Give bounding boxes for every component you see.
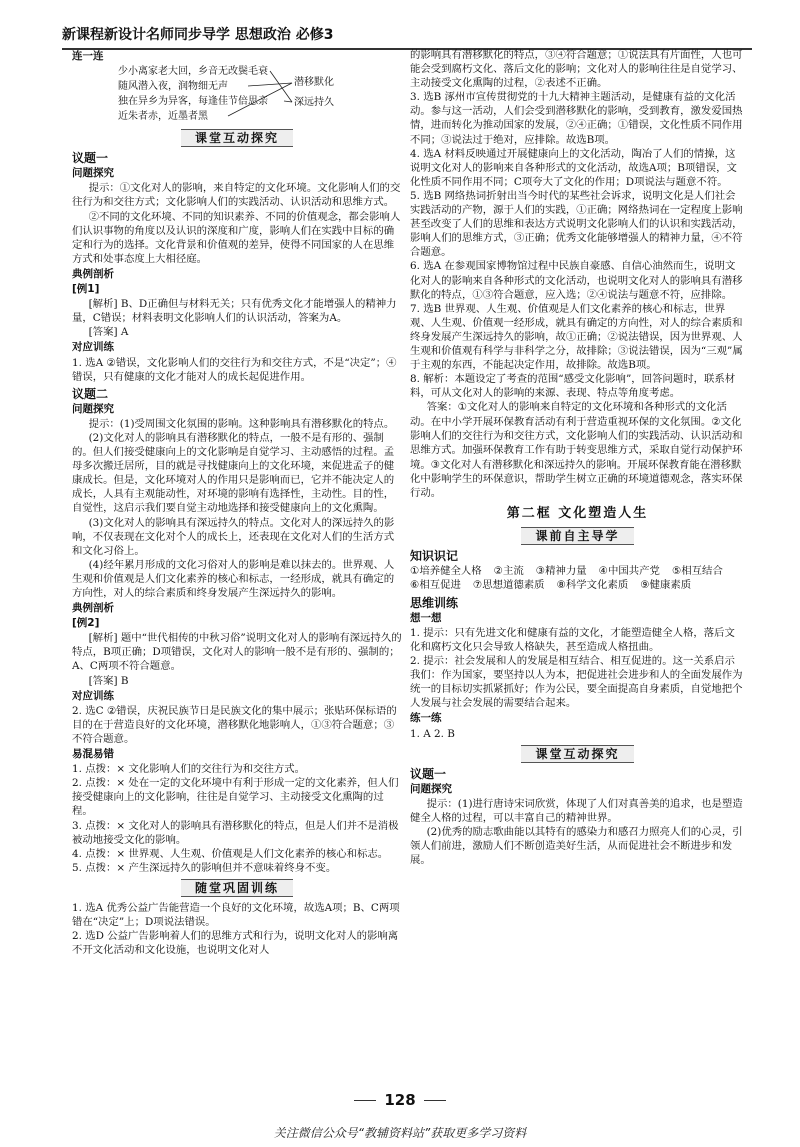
list-item: 2. 选D 公益广告影响着人们的思维方式和行为，说明文化对人的影响离不开文化活动和文化设施，也说明文化对人 <box>72 930 399 957</box>
keyword: ⑨健康素质 <box>640 579 692 592</box>
list-item: 1. 选A 优秀公益广告能营造一个良好的文化环境，故选A项；B、C两项错在“决定”上；D项说法错误。 <box>72 901 400 929</box>
keyword: ⑤相互结合 <box>671 564 723 577</box>
subheading: 问题探究 <box>72 167 114 180</box>
subheading: 对应训练 <box>72 689 114 702</box>
left-column <box>72 48 402 957</box>
subheading: 练一练 <box>410 712 442 725</box>
list-item: 4. 选A 材料反映通过开展健康向上的文化活动，陶冶了人们的情操，这说明文化对人的影响来自各种形式的文化活动，故选A项；B项错误，文化性质不同作用不同；C项夸大了文化的作用；D项说法与题意不符。 <box>410 147 737 188</box>
example-label: [例1] <box>72 283 100 296</box>
answer-block: 答案：①文化对人的影响来自特定的文化环境和各种形式的文化活动。在中小学开展环保教育活动有利于营造重视环保的文化氛围。②文化影响人们的交往行为和交往方式，文化影响人们的实践活动、认识活动和思维方式。加强环保教育工作有助于转变思维方式，采取自觉行动保护环境。③文化对人有潜移默化和深远持久的影响。开展环保教育能在潜移默化中影响学生的环保意识，帮助学生树立正确的环境道德观念，落实环保行动。 <box>410 401 743 500</box>
paragraph: (4)经年累月形成的文化习俗对人的影响是难以抹去的。世界观、人生观和价值观是人们文化素养的核心和标志，一经形成，就具有确定的方向性，对人的综合素质和终身发展产生深远持久的影响。 <box>72 558 395 599</box>
list-item: 1. 提示：只有先进文化和健康有益的文化，才能塑造健全人格，落后文化和腐朽文化只会导致人格缺失，甚至造成人格扭曲。 <box>410 626 735 653</box>
topic-heading: 议题一 <box>72 151 109 166</box>
example-label: [例2] <box>72 617 100 630</box>
section-banner: 课堂互动探究 <box>72 129 402 147</box>
paragraph: 2. 选C ②错误，庆祝民族节日是民族文化的集中展示；张贴环保标语的目的在于营造良好的文化环境，潜移默化地影响人，①③符合题意；③不符合题意。 <box>72 704 397 745</box>
subheading: 典例剖析 <box>72 602 114 615</box>
list-item: 4. 点拨：× 世界观、人生观、价值观是人们文化素养的核心和标志。 <box>72 847 389 860</box>
list-item: 8. 解析：本题设定了考查的范围“感受文化影响”，回答问题时，联系材料，可从文化对人的影响的来源、表现、特点等角度考虑。 <box>410 373 736 400</box>
match-left-item: 随风潜入夜，润物细无声 <box>118 81 228 93</box>
section-banner: 随堂巩固训练 <box>72 879 402 897</box>
match-left-item: 少小离家老大回，乡音无改鬓毛衰 <box>118 66 268 78</box>
keyword: ①培养健全人格 <box>410 564 482 577</box>
subheading: 想一想 <box>410 611 442 624</box>
list-item: 1. 点拨：× 文化影响人们的交往行为和交往方式。 <box>72 763 306 776</box>
list-item: 3. 选B 涿州市宣传贯彻党的十九大精神主题活动，是健康有益的文化活动。参与这一活动，人们会受到潜移默化的影响，受到教育，激发爱国热情，进而转化为推动国家的发展，②④正确；①错误，文化性质不同作用不同；③说法过于绝对，应排除。故选B项。 <box>410 91 743 146</box>
answer: [答案] B <box>88 674 129 687</box>
subheading: 问题探究 <box>410 782 452 795</box>
paragraph: ②不同的文化环境、不同的知识素养、不同的价值观念，都会影响人们认识事物的角度以及认识的深度和广度，影响人们在实践中目标的确定和行为的选择。文化背景和价值观的差异，使得不同国家的人在思维方式和处事态度上大相径庭。 <box>72 210 401 265</box>
keyword-list <box>410 564 745 593</box>
match-title: 连一连 <box>72 50 104 62</box>
match-right-item: 深远持久 <box>294 97 334 109</box>
page-number: 128 <box>0 1091 800 1109</box>
subheading: 思维训练 <box>410 595 459 610</box>
paragraph: 1. 选A ②错误，文化影响人们的交往行为和交往方式，不是“决定”；④错误，只有健康的文化才能对人的成长起促进作用。 <box>72 356 397 383</box>
keyword: ②主流 <box>493 564 524 577</box>
list-item: 3. 点拨：× 文化对人的影响具有潜移默化的特点，但是人们并不是消极被动地接受文化的影响。 <box>72 819 399 846</box>
list-item: 1. A 2. B <box>410 727 455 740</box>
paragraph: 的影响具有潜移默化的特点，③④符合题意；①说法具有片面性，人也可能会受到腐朽文化、落后文化的影响；文化对人的影响往往是自觉学习、主动接受文化熏陶的过程，②表述不正确。 <box>410 49 743 90</box>
footer-note: 关注微信公众号“教辅资料站”获取更多学习资料 <box>273 1126 527 1140</box>
subheading: 知识识记 <box>410 548 459 563</box>
paragraph: [解析] B、D正确但与材料无关；只有优秀文化才能增强人的精神力量，C错误；材料表明文化影响人们的认识活动，答案为A。 <box>72 298 397 325</box>
keyword: ④中国共产党 <box>598 564 660 577</box>
matching-exercise <box>72 65 402 125</box>
keyword: ⑦思想道德素质 <box>472 579 545 592</box>
answer: [答案] A <box>88 326 129 339</box>
list-item: 2. 提示：社会发展和人的发展是相互结合、相互促进的。这一关系启示我们：作为国家，要坚持以人为本，把促进社会进步和人的全面发展作为统一的目标切实抓紧抓好；作为公民，要全面提高自身素质，自觉地把个人发展与社会发展的需要结合起来。 <box>410 655 743 710</box>
list-item: 7. 选B 世界观、人生观、价值观是人们文化素养的核心和标志，世界观、人生观、价值观一经形成，就具有确定的方向性，对人的综合素质和终身发展产生深远持久的影响，故①正确；②说法错误，因为世界观、人生观和价值观有科学与非科学之分，故排除；③说法错误，因为“三观”属于主观的东西，不能起决定作用，故排除。故选B项。 <box>410 302 743 372</box>
section-title: 第二框 文化塑造人生 <box>410 506 745 522</box>
keyword: ③精神力量 <box>535 564 587 577</box>
subheading: 问题探究 <box>72 402 114 415</box>
paragraph: 提示：①文化对人的影响，来自特定的文化环境。文化影响人们的交往行为和交往方式；文化影响人们的实践活动、认识活动和思维方式。 <box>72 182 401 209</box>
subheading: 典例剖析 <box>72 267 114 280</box>
section-banner: 课前自主导学 <box>410 527 745 545</box>
paragraph: (2)优秀的励志歌曲能以其特有的感染力和感召力照亮人们的心灵，引领人们前进，激励人们不断创造美好生活，从而促进社会不断进步和发展。 <box>410 826 743 867</box>
section-banner: 课堂互动探究 <box>410 745 745 763</box>
paragraph: [解析] 题中“世代相传的中秋习俗”说明文化对人的影响有深远持久的特点，B项正确；D项错误，文化对人的影响一般不是有形的、强制的；A、C两项不符合题意。 <box>72 632 402 673</box>
keyword: ⑧科学文化素质 <box>556 579 629 592</box>
paragraph: (3)文化对人的影响具有深远持久的特点。文化对人的深远持久的影响，不仅表现在文化对个人的成长上，还表现在文化对人们的生活方式和文化习俗上。 <box>72 516 395 557</box>
paragraph: 提示：(1)进行唐诗宋词欣赏，体现了人们对真善美的追求，也是塑造健全人格的过程，可以丰富自己的精神世界。 <box>410 797 743 825</box>
match-left-item: 独在异乡为异客，每逢佳节倍思亲 <box>118 96 268 108</box>
match-lines <box>72 65 402 125</box>
right-column <box>410 48 745 867</box>
match-left-item: 近朱者赤，近墨者黑 <box>118 111 208 123</box>
paragraph: (2)文化对人的影响具有潜移默化的特点，一般不是有形的、强制的。但人们接受健康向上的文化影响是自觉学习、主动感悟的过程。孟母多次搬迁居所，目的就是寻找健康向上的文化环境，来促进孟子的健康成长。但是，文化环境对人的作用只是影响而已，它并不能决定人的成长，人具有主观能动性，对环境的影响有选择性，主动性。目的性，自觉性，这启示我们要自觉主动地选择和接受健康向上的文化熏陶。 <box>72 431 395 515</box>
list-item: 5. 选B 网络热词折射出当今时代的某些社会诉求，说明文化是人们社会实践活动的产物，源于人们的实践，①正确；网络热词在一定程度上影响甚至改变了人们的思维和表达方式说明文化影响人们的认识和实践活动，影响人们的思维方式，③正确；优秀文化能够增强人的精神力量，④不符合题意。 <box>410 189 743 259</box>
page-header: 新课程新设计名师同步导学 思想政治 必修3 <box>62 24 752 50</box>
list-item: 2. 点拨：× 处在一定的文化环境中有利于形成一定的文化素养，但人们接受健康向上的文化影响，往往是自觉学习、主动接受文化熏陶的过程。 <box>72 777 399 818</box>
topic-heading: 议题二 <box>72 386 109 401</box>
match-right-item: 潜移默化 <box>294 77 334 89</box>
list-item: 5. 点拨：× 产生深远持久的影响但并不意味着终身不变。 <box>72 861 337 874</box>
list-item: 6. 选A 在参观国家博物馆过程中民族自豪感、自信心油然而生，说明文化对人的影响来自各种形式的文化活动，也说明文化对人的影响具有潜移默化的特点，①③符合题意，应入选；②④说法与题意不符，应排除。 <box>410 260 743 301</box>
subheading: 易混易错 <box>72 748 114 761</box>
topic-heading: 议题一 <box>410 766 447 781</box>
subheading: 对应训练 <box>72 341 114 354</box>
paragraph: 提示：(1)受周围文化氛围的影响。这种影响具有潜移默化的特点。 <box>88 417 395 430</box>
keyword: ⑥相互促进 <box>410 579 461 592</box>
